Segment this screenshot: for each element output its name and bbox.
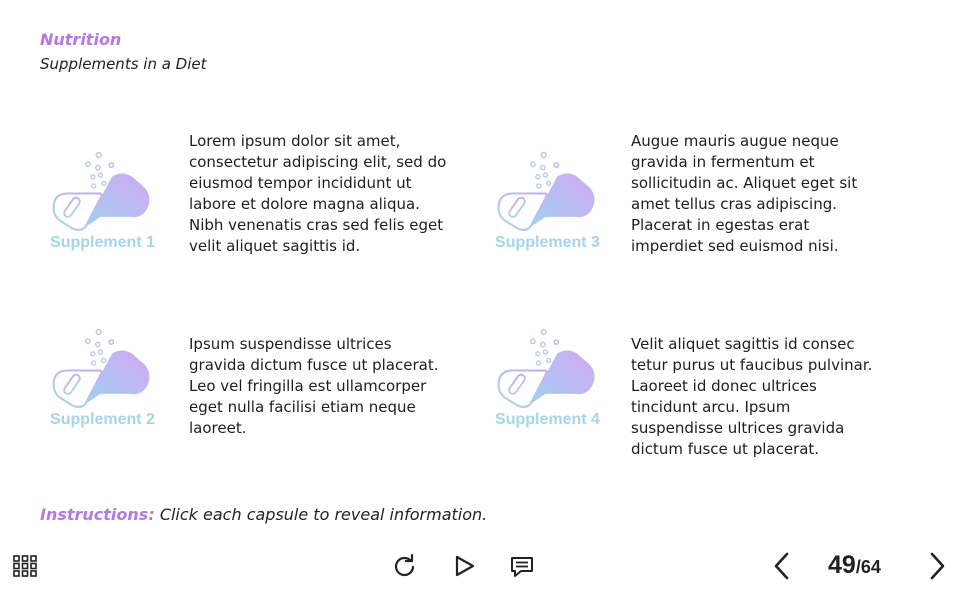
play-icon[interactable]	[453, 554, 477, 578]
capsule-icon	[40, 322, 165, 414]
instructions	[40, 505, 487, 524]
capsule-label: Supplement 1	[50, 234, 155, 251]
grid-menu-icon[interactable]	[13, 555, 37, 577]
supplement-2-text: Ipsum suspendisse ultrices gravida dictum fusce ut placerat. Leo vel fringilla est ullamcorper eget nulla facilisi etiam neque laoreet.	[189, 335, 439, 437]
capsule-icon	[40, 145, 165, 237]
current-page: 49	[828, 551, 856, 579]
instructions-text: Click each capsule to reveal information.	[159, 505, 488, 524]
capsule-button-supplement-3[interactable]	[485, 145, 615, 270]
capsule-label: Supplement 3	[495, 234, 600, 251]
supplement-1-text: Lorem ipsum dolor sit amet, consectetur adipiscing elit, sed do eiusmod tempor incididunt ut labore et dolore magna aliqua. Nibh venenatis cras sed felis eget velit aliquet sagittis id.	[189, 132, 447, 255]
replay-icon[interactable]	[392, 553, 418, 579]
capsule-button-supplement-2[interactable]	[40, 322, 170, 447]
course-title: Nutrition	[40, 30, 122, 49]
capsule-icon	[485, 322, 610, 414]
lesson-header	[40, 30, 207, 73]
page-counter	[828, 551, 881, 580]
capsule-label: Supplement 2	[50, 411, 155, 428]
chevron-right-icon[interactable]	[927, 551, 947, 581]
notes-icon[interactable]	[509, 555, 535, 579]
capsule-icon	[485, 145, 610, 237]
capsule-button-supplement-4[interactable]	[485, 322, 615, 447]
supplement-3-text: Augue mauris augue neque gravida in fermentum et sollicitudin ac. Aliquet eget sit amet tellus cras adipiscing. Placerat in egestas erat imperdiet sed euismod nisi.	[631, 132, 858, 255]
supplement-4-text: Velit aliquet sagittis id consec tetur purus ut faucibus pulvinar. Laoreet id donec ultrices tincidunt arcu. Ipsum suspendisse ultrices gravida dictum fusce ut placerat.	[631, 335, 873, 458]
lesson-title: Supplements in a Diet	[40, 55, 207, 73]
total-pages: /64	[855, 557, 881, 577]
instructions-label: Instructions:	[40, 505, 155, 524]
capsule-button-supplement-1[interactable]	[40, 145, 170, 270]
capsule-label: Supplement 4	[495, 411, 600, 428]
chevron-left-icon[interactable]	[772, 551, 792, 581]
